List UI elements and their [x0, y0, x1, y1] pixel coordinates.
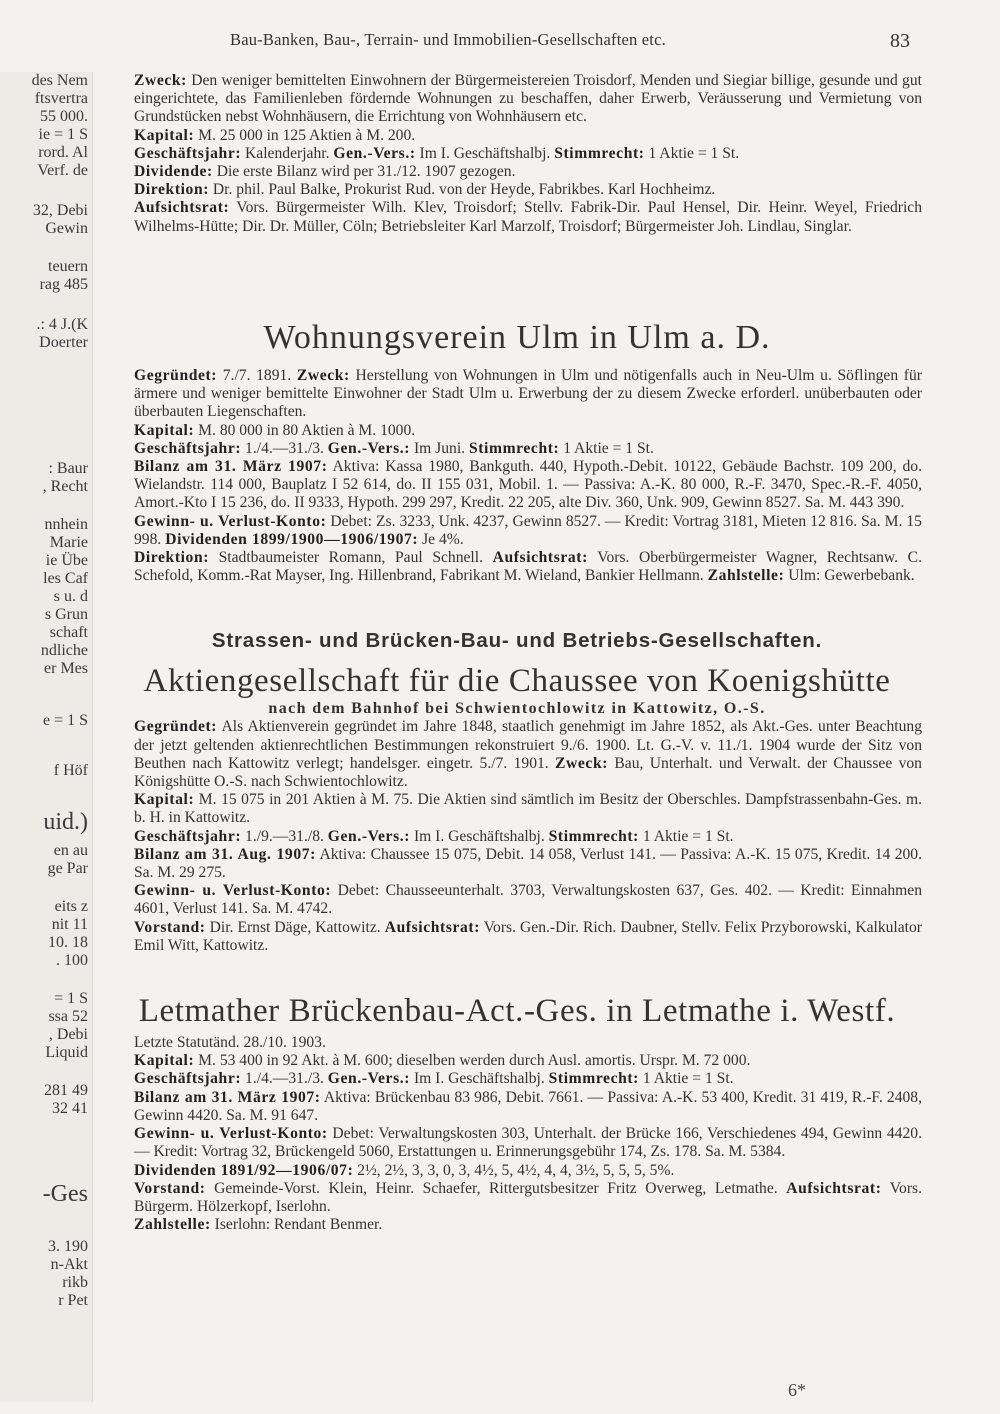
field-label: Zahlstelle: — [707, 567, 785, 585]
field-label: Gen.-Vers.: — [327, 827, 411, 845]
margin-fragment: s Grun — [44, 606, 88, 623]
margin-fragment: rag 485 — [39, 276, 88, 293]
field-value: Stadtbaumeister Romann, Paul Schnell. — [218, 549, 483, 567]
field-label: Gegründet: — [134, 367, 218, 384]
field-label: Dividende: — [134, 163, 213, 181]
margin-fragment: er Mes — [44, 660, 88, 677]
field-label: Aufsichtsrat: — [134, 199, 230, 217]
margin-fragment: nit 11 — [51, 916, 88, 933]
field-label: Gewinn- u. Verlust-Konto: — [134, 1125, 328, 1143]
margin-fragment: 3. 190 — [48, 1238, 88, 1255]
margin-fragment: e = 1 S — [42, 712, 88, 729]
field-label: Aufsichtsrat: — [786, 1179, 882, 1197]
margin-fragment: en au — [53, 842, 88, 859]
field-label: Gewinn- u. Verlust-Konto: — [134, 512, 327, 530]
field-label: Zahlstelle: — [134, 1216, 211, 1234]
entry-paragraph — [112, 1070, 922, 1088]
field-label: Zweck: — [134, 72, 187, 89]
field-value: 1 Aktie = 1 St. — [642, 827, 734, 845]
field-label: Kapital: — [134, 791, 195, 809]
field-value: M. 80 000 in 80 Aktien à M. 1000. — [198, 421, 416, 439]
entry-paragraph — [112, 181, 922, 199]
field-label: Bilanz am 31. März 1907: — [134, 1088, 321, 1106]
field-value: Aktiva: Kassa 1980, Bankguth. 440, Hypoth.-Debit. 10122, Gebäude Bachstr. 109 200, do. Wielandstr. 114 000, Bauplatz I 52 614, do. II 155 031, Mobil. 1. — Passiva: A.-K. 80 000, R.-F. 3470, Spec.-R.-F. 4050, Amort.-Kto I 15 236, do. II 9333, Hypoth. 299 297, Kredit. 22 205, alte Div. 360, Unk. 909, Gewinn 8527. Sa. M. 443 390. — [134, 458, 922, 512]
field-value: 2½, 2½, 3, 3, 0, 3, 4½, 5, 4½, 4, 4, 3½, 5, 5, 5, 5%. — [357, 1161, 675, 1179]
field-value: Debet: Verwaltungskosten 303, Unterhalt. der Brücke 166, Verschiedenes 494, Gewinn 4420. — Kredit: Vortrag 32, Brückengeld 5060, Erstattungen u. Erinnerungsgebühr 174, Zs. 178. Sa. M. 5384. — [134, 1125, 922, 1161]
margin-fragment: 10. 18 — [48, 934, 88, 951]
entry-paragraph — [112, 1180, 922, 1216]
entry-paragraph — [112, 513, 922, 549]
field-label: Aufsichtsrat: — [492, 549, 588, 567]
field-value: Gemeinde-Vorst. Klein, Heinr. Schaefer, Rittergutsbesitzer Fritz Overweg, Letmathe. — [214, 1179, 778, 1197]
field-value: Die erste Bilanz wird per 31./12. 1907 gezogen. — [216, 163, 516, 181]
entry-paragraph — [112, 127, 922, 145]
field-label: Stimmrecht: — [554, 144, 645, 162]
entry-paragraph — [112, 828, 922, 846]
field-label: Geschäftsjahr: — [134, 1070, 242, 1088]
field-label: Aufsichtsrat: — [384, 918, 480, 936]
field-label: Kapital: — [134, 421, 195, 439]
entry-paragraph — [112, 163, 922, 181]
margin-fragment: ie Übe — [45, 552, 88, 569]
entry-paragraph — [112, 1052, 922, 1070]
entry-paragraph — [112, 791, 922, 827]
field-value: Debet: Chausseeunterhalt. 3703, Verwaltungskosten 637, Ges. 402. — Kredit: Einnahmen 4601, Verlust 141. Sa. M. 4742. — [134, 882, 922, 918]
margin-fragment: des Nem — [31, 72, 88, 89]
margin-fragment: n-Akt — [50, 1256, 88, 1273]
field-label: Direktion: — [134, 549, 210, 567]
entry-title-ulm: Wohnungsverein Ulm in Ulm a. D. — [263, 319, 771, 356]
entry-paragraph — [112, 1089, 922, 1125]
margin-fragment: 32, Debi — [32, 202, 88, 219]
entry-koenigshuette — [112, 718, 922, 955]
field-value: M. 15 075 in 201 Aktien à M. 75. Die Aktien sind sämtlich im Besitz der Oberschles. Dampfstrassenbahn-Ges. m. b. H. in Kattowitz. — [134, 791, 922, 827]
field-value: 1 Aktie = 1 St. — [648, 144, 740, 162]
field-value: Dr. phil. Paul Balke, Prokurist Rud. von der Heyde, Fabrikbes. Karl Hochheimz. — [212, 181, 716, 199]
margin-fragment: Marie — [49, 534, 88, 551]
entry-title-koenigshuette: Aktiengesellschaft für die Chaussee von Koenigshütte — [143, 663, 891, 700]
margin-fragment: . 100 — [56, 952, 88, 969]
field-value: Vors. Bürgerm. Hölzerkopf, Iserlohn. — [134, 1179, 923, 1215]
margin-fragment: f Höf — [53, 762, 88, 779]
field-value: 7./7. 1891. — [222, 367, 292, 384]
entry-letmathe — [112, 1034, 922, 1234]
signature-mark: 6* — [788, 1380, 806, 1400]
field-label: Gegründet: — [134, 718, 218, 736]
field-value: M. 25 000 in 125 Aktien à M. 200. — [198, 126, 416, 144]
margin-fragment: rord. Al — [38, 144, 88, 161]
field-label: Geschäftsjahr: — [134, 827, 242, 845]
field-label: Kapital: — [134, 1052, 195, 1070]
field-value: Aktiva: Brückenbau 83 986, Debit. 7661. — Passiva: A.-K. 53 400, Kredit. 31 419, R.-F. 2408, Gewinn 4420. Sa. M. 91 647. — [134, 1088, 922, 1124]
margin-fragment: .: 4 J.(K — [36, 316, 88, 333]
margin-fragment: , Debi — [48, 1026, 88, 1043]
field-label: Geschäftsjahr: — [134, 144, 242, 162]
margin-fragment: -Ges — [42, 1181, 88, 1207]
body-column — [112, 72, 922, 1234]
entry-paragraph — [112, 919, 922, 955]
margin-fragment: eits z — [54, 898, 88, 915]
margin-fragment: teuern — [48, 258, 88, 275]
margin-fragment: , Recht — [42, 478, 88, 495]
field-label: Vorstand: — [134, 1179, 206, 1197]
entry-paragraph — [112, 367, 922, 422]
entry-paragraph — [112, 882, 922, 918]
margin-fragment: : Baur — [48, 460, 88, 477]
margin-fragment: ssa 52 — [48, 1008, 88, 1025]
margin-fragment: s u. d — [53, 588, 88, 605]
entry-ulm — [112, 367, 922, 585]
field-value: 1./4.—31./3. — [245, 439, 324, 457]
field-value: Im I. Geschäftshalbj. — [413, 1070, 545, 1088]
field-label: Zweck: — [555, 754, 609, 772]
field-value: Im I. Geschäftshalbj. — [419, 144, 551, 162]
margin-fragment: 32 41 — [52, 1100, 88, 1117]
field-label: Bilanz am 31. März 1907: — [134, 458, 328, 476]
entry-troisdorf — [112, 72, 922, 277]
field-label: Gewinn- u. Verlust-Konto: — [134, 882, 332, 900]
margin-fragment: r Pet — [58, 1292, 88, 1309]
entry-paragraph — [112, 199, 922, 235]
field-value: 1 Aktie = 1 St. — [642, 1070, 734, 1088]
margin-fragment: 55 000. — [40, 108, 88, 125]
field-label: Stimmrecht: — [548, 827, 639, 845]
field-label: Kapital: — [134, 126, 195, 144]
field-value: 1./4.—31./3. — [245, 1070, 324, 1088]
entry-paragraph — [112, 440, 922, 458]
field-value: Vors. Gen.-Dir. Rich. Daubner, Stellv. Felix Przyborowski, Kalkulator Emil Witt, Kattowitz. — [134, 918, 922, 954]
margin-fragment: Gewin — [45, 220, 88, 237]
field-label: Gen.-Vers.: — [333, 144, 416, 162]
field-value: 1./9.—31./8. — [245, 827, 324, 845]
margin-fragment: Verf. de — [37, 162, 88, 179]
field-value: Je 4%. — [422, 530, 464, 548]
previous-page-margin — [0, 72, 93, 1402]
field-label: Geschäftsjahr: — [134, 439, 242, 457]
entry-paragraph — [112, 422, 922, 440]
field-value: 1 Aktie = 1 St. — [563, 439, 654, 457]
field-value: Herstellung von Wohnungen in Ulm und nötigenfalls auch in Neu-Ulm u. Söflingen für ärmere und weniger bemittelte Einwohner der Stadt Ulm u. Erwerbung der zu diesem Zwecke erforderl. unüberbauten oder überbauten Liegenschaften. — [134, 367, 922, 421]
field-value: Bau, Unterhalt. und Verwalt. der Chaussee von Königshütte O.-S. nach Schwientochlowitz. — [134, 754, 922, 791]
field-value: Debet: Zs. 3233, Unk. 4237, Gewinn 8527. — Kredit: Vortrag 3181, Mieten 12 816. Sa. M. 15 998. — [134, 512, 922, 548]
field-label: Bilanz am 31. Aug. 1907: — [134, 845, 316, 863]
field-label: Stimmrecht: — [468, 439, 560, 457]
field-value: Iserlohn: Rendant Benmer. — [214, 1216, 383, 1234]
field-value: Letzte Statutänd. 28./10. 1903. — [134, 1034, 326, 1052]
field-label: Direktion: — [134, 181, 210, 199]
field-label: Gen.-Vers.: — [327, 439, 411, 457]
entry-paragraph — [112, 549, 922, 585]
field-value: Kalenderjahr. — [245, 144, 330, 162]
margin-fragment: ie = 1 S — [38, 126, 88, 143]
field-label: Dividenden 1891/92—1906/07: — [134, 1161, 354, 1179]
entry-paragraph — [112, 72, 922, 127]
field-label: Stimmrecht: — [548, 1070, 639, 1088]
field-value: Aktiva: Chaussee 15 075, Debit. 14 058, Verlust 141. — Passiva: A.-K. 15 075, Kredit. 14 200. Sa. M. 29 275. — [134, 845, 922, 882]
entry-subtitle-koenigshuette: nach dem Bahnhof bei Schwientochlowitz in Kattowitz, O.-S. — [268, 700, 766, 718]
entry-paragraph — [112, 1034, 922, 1052]
field-value: Dir. Ernst Däge, Kattowitz. — [209, 918, 381, 936]
field-value: Im I. Geschäftshalbj. — [413, 827, 545, 845]
entry-paragraph — [112, 1125, 922, 1161]
field-value: Ulm: Gewerbebank. — [788, 567, 915, 585]
entry-paragraph — [112, 1162, 922, 1180]
margin-fragment: Liquid — [45, 1044, 88, 1061]
running-head: Bau-Banken, Bau-, Terrain- und Immobilien-Gesellschaften etc. — [230, 30, 666, 49]
entry-paragraph — [112, 458, 922, 513]
field-value: Vors. Oberbürgermeister Wagner, Rechtsanw. C. Schefold, Komm.-Rat Mayser, Ing. Hillenbrand, Fabrikant M. Wieland, Bankier Hellmann. — [134, 549, 922, 585]
entry-paragraph — [112, 145, 922, 163]
margin-fragment: ftsvertra — [34, 90, 88, 107]
field-value: Vors. Bürgermeister Wilh. Klev, Troisdorf; Stellv. Fabrik-Dir. Paul Hensel, Dir. Heinr. Weyel, Friedrich Wilhelms-Hütte; Dir. Dr. Müller, Cöln; Betriebsleiter Karl Marzolf, Troisdorf; Bürgermeister Joh. Lindlau, Singlar. — [134, 199, 922, 235]
margin-fragment: les Caf — [43, 570, 88, 587]
margin-fragment: rikb — [62, 1274, 88, 1291]
field-value: Als Aktienverein gegründet im Jahre 1848, staatlich genehmigt im Jahre 1852, als Akt.-Ges. unter Beachtung der jetzt geltenden aktienrechtlichen Bestimmungen rekonstruiert 9./6. 1900. Lt. G.-V. v. 11./1. 1904 wurde der Sitz von Beuthen nach Kattowitz verlegt; handelsger. eingetr. 5./7. 1901. — [134, 718, 922, 772]
field-label: Zweck: — [296, 367, 350, 384]
margin-fragment: nnhein — [44, 516, 88, 533]
entry-paragraph — [112, 846, 922, 882]
page-number: 83 — [890, 30, 910, 52]
entry-paragraph — [112, 1216, 922, 1234]
field-label: Gen.-Vers.: — [327, 1070, 411, 1088]
entry-title-letmathe: Letmather Brückenbau-Act.-Ges. in Letmathe i. Westf. — [138, 993, 896, 1030]
section-heading: Strassen- und Brücken-Bau- und Betriebs-Gesellschaften. — [211, 629, 823, 653]
margin-fragment: uid.) — [43, 809, 88, 835]
margin-fragment: ndliche — [40, 642, 88, 659]
entry-paragraph — [112, 718, 922, 791]
margin-fragment: schaft — [49, 624, 88, 641]
margin-fragment: ge Par — [47, 860, 88, 877]
margin-fragment: Doerter — [39, 334, 88, 351]
field-label: Dividenden 1899/1900—1906/1907: — [165, 530, 419, 548]
field-value: Im Juni. — [413, 439, 466, 457]
margin-fragment: 281 49 — [44, 1082, 88, 1099]
field-value: M. 53 400 in 92 Akt. à M. 600; dieselben werden durch Ausl. amortis. Urspr. M. 72 000. — [198, 1052, 751, 1070]
margin-fragment: = 1 S — [54, 990, 88, 1007]
field-value: Den weniger bemittelten Einwohnern der Bürgermeistereien Troisdorf, Menden und Siegiar billige, gesunde und gut eingerichtete, das Familienleben fördernde Wohnungen zu beschaffen, daher Erwerb, Veräusserung und Vermietung von Grundstücken nebst Wohnhäusern, die Errichtung von Wohnhäusern etc. — [134, 72, 922, 126]
field-label: Vorstand: — [134, 918, 206, 936]
